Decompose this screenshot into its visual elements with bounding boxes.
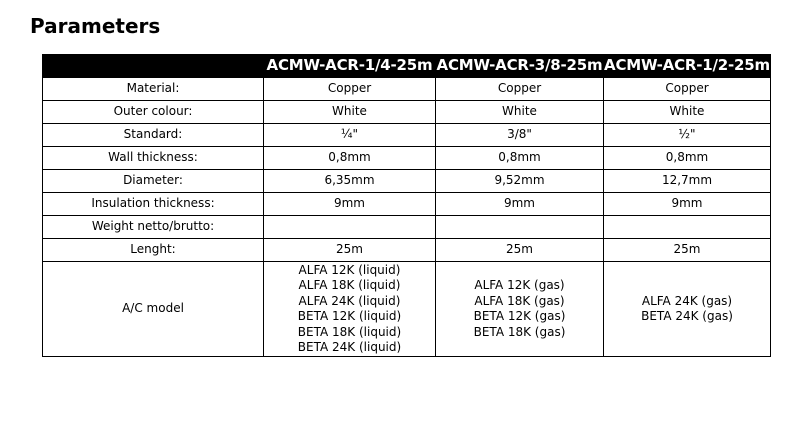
ac-model-line: ALFA 12K (gas) <box>474 278 565 292</box>
ac-model-line: ALFA 12K (liquid) <box>298 262 401 277</box>
table-row <box>43 78 771 101</box>
cell-value <box>264 216 436 239</box>
cell-value: White <box>436 101 604 124</box>
ac-model-cell <box>264 262 436 357</box>
row-label: Lenght: <box>43 239 264 262</box>
cell-value: 25m <box>264 239 436 262</box>
cell-value: 9mm <box>264 193 436 216</box>
ac-model-line: ALFA 18K (gas) <box>474 293 565 308</box>
cell-value: White <box>604 101 771 124</box>
header-blank <box>43 55 264 78</box>
cell-value <box>604 216 771 239</box>
row-label: Diameter: <box>43 170 264 193</box>
header-model-1-2: ACMW-ACR-1/2-25m <box>604 55 771 78</box>
ac-model-line: BETA 12K (gas) <box>473 309 566 323</box>
row-label: Material: <box>43 78 264 101</box>
parameters-table <box>42 54 771 357</box>
table-row <box>43 124 771 147</box>
cell-value: 0,8mm <box>436 147 604 170</box>
page-title: Parameters <box>30 14 161 38</box>
table-row <box>43 216 771 239</box>
header-model-3-8: ACMW-ACR-3/8-25m <box>436 55 604 78</box>
ac-model-line: BETA 12K (liquid) <box>297 309 402 323</box>
table-header-row <box>43 55 771 78</box>
cell-value: 9mm <box>604 193 771 216</box>
ac-model-cell <box>436 262 604 357</box>
row-label: Outer colour: <box>43 101 264 124</box>
cell-value: Copper <box>436 78 604 101</box>
cell-value: 0,8mm <box>264 147 436 170</box>
ac-model-cell <box>604 262 771 357</box>
cell-value: 12,7mm <box>604 170 771 193</box>
table-row <box>43 147 771 170</box>
cell-value: 9,52mm <box>436 170 604 193</box>
table-row <box>43 239 771 262</box>
ac-model-line: BETA 18K (gas) <box>473 324 566 339</box>
cell-value: Copper <box>604 78 771 101</box>
cell-value: ½" <box>604 124 771 147</box>
cell-value: 25m <box>604 239 771 262</box>
cell-value: 9mm <box>436 193 604 216</box>
ac-model-line: ALFA 18K (liquid) <box>298 278 401 292</box>
cell-value: Copper <box>264 78 436 101</box>
table-row-ac-model <box>43 262 771 357</box>
cell-value: 3/8" <box>436 124 604 147</box>
row-label: Insulation thickness: <box>43 193 264 216</box>
ac-model-line: BETA 24K (gas) <box>641 309 733 323</box>
ac-model-line: ALFA 24K (gas) <box>641 293 733 308</box>
ac-model-line: ALFA 24K (liquid) <box>298 293 401 308</box>
ac-model-line: BETA 18K (liquid) <box>297 324 402 339</box>
cell-value: White <box>264 101 436 124</box>
row-label: Wall thickness: <box>43 147 264 170</box>
cell-value: 25m <box>436 239 604 262</box>
table-row <box>43 101 771 124</box>
header-model-1-4: ACMW-ACR-1/4-25m <box>264 55 436 78</box>
row-label: Weight netto/brutto: <box>43 216 264 239</box>
table-row <box>43 193 771 216</box>
table-row <box>43 170 771 193</box>
row-label: A/C model <box>43 262 264 357</box>
cell-value: 0,8mm <box>604 147 771 170</box>
cell-value: ¼" <box>264 124 436 147</box>
cell-value <box>436 216 604 239</box>
ac-model-line: BETA 24K (liquid) <box>297 340 402 354</box>
row-label: Standard: <box>43 124 264 147</box>
cell-value: 6,35mm <box>264 170 436 193</box>
